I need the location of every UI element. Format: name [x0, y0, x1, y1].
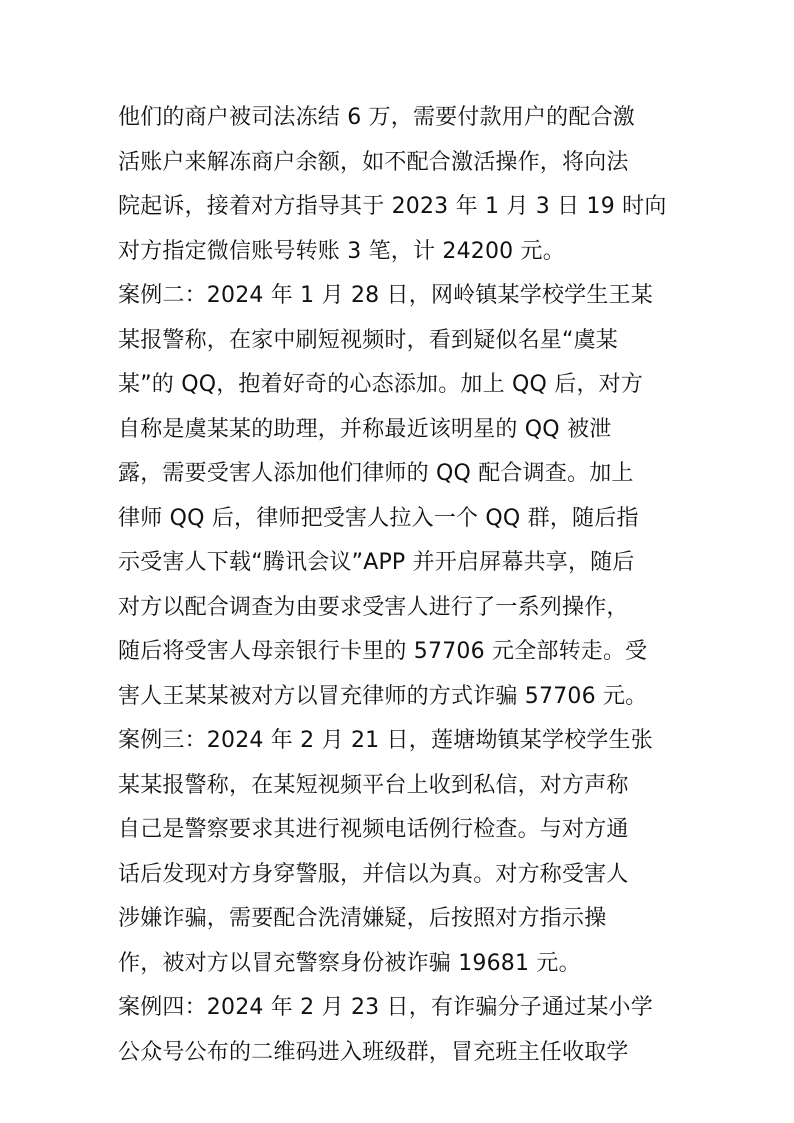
text-line: 案例四：2024 年 2 月 23 日，有诈骗分子通过某小学	[118, 995, 653, 1020]
text-line: 案例三：2024 年 2 月 21 日，莲塘坳镇某学校学生张	[118, 728, 653, 753]
text-line: 某”的 QQ，抱着好奇的心态添加。加上 QQ 后，对方	[118, 372, 644, 397]
text-line: 自己是警察要求其进行视频电话例行检查。与对方通	[118, 817, 629, 842]
text-line: 公众号公布的二维码进入班级群，冒充班主任收取学	[118, 1039, 629, 1065]
text-line: 某报警称，在家中刷短视频时，看到疑似名星“虞某	[118, 327, 618, 353]
text-line: 对方以配合调查为由要求受害人进行了一系列操作，	[118, 594, 629, 620]
text-line: 活账户来解冻商户余额，如不配合激活操作，将向法	[118, 149, 629, 175]
text-line: 害人王某某被对方以冒充律师的方式诈骗 57706 元。	[118, 683, 648, 709]
text-line: 话后发现对方身穿警服，并信以为真。对方称受害人	[118, 861, 629, 887]
text-line: 他们的商户被司法冻结 6 万，需要付款用户的配合激	[118, 105, 635, 130]
text-line: 某某报警称，在某短视频平台上收到私信，对方声称	[118, 772, 629, 798]
text-line: 对方指定微信账号转账 3 笔，计 24200 元。	[118, 238, 565, 264]
text-line: 院起诉，接着对方指导其于 2023 年 1 月 3 日 19 时向	[118, 194, 667, 219]
text-line: 示受害人下载“腾讯会议”APP 并开启屏幕共享，随后	[118, 550, 635, 575]
text-line: 露，需要受害人添加他们律师的 QQ 配合调查。加上	[118, 461, 634, 486]
text-line: 律师 QQ 后，律师把受害人拉入一个 QQ 群，随后指	[118, 505, 639, 531]
text-line: 自称是虞某某的助理，并称最近该明星的 QQ 被泄	[118, 416, 612, 442]
text-line: 涉嫌诈骗，需要配合洗清嫌疑，后按照对方指示操	[118, 906, 607, 931]
text-line: 作，被对方以冒充警察身份被诈骗 19681 元。	[118, 950, 581, 976]
body-text	[118, 96, 680, 1075]
text-line: 案例二：2024 年 1 月 28 日，网岭镇某学校学生王某	[118, 283, 653, 308]
text-line: 随后将受害人母亲银行卡里的 57706 元全部转走。受	[118, 639, 648, 664]
